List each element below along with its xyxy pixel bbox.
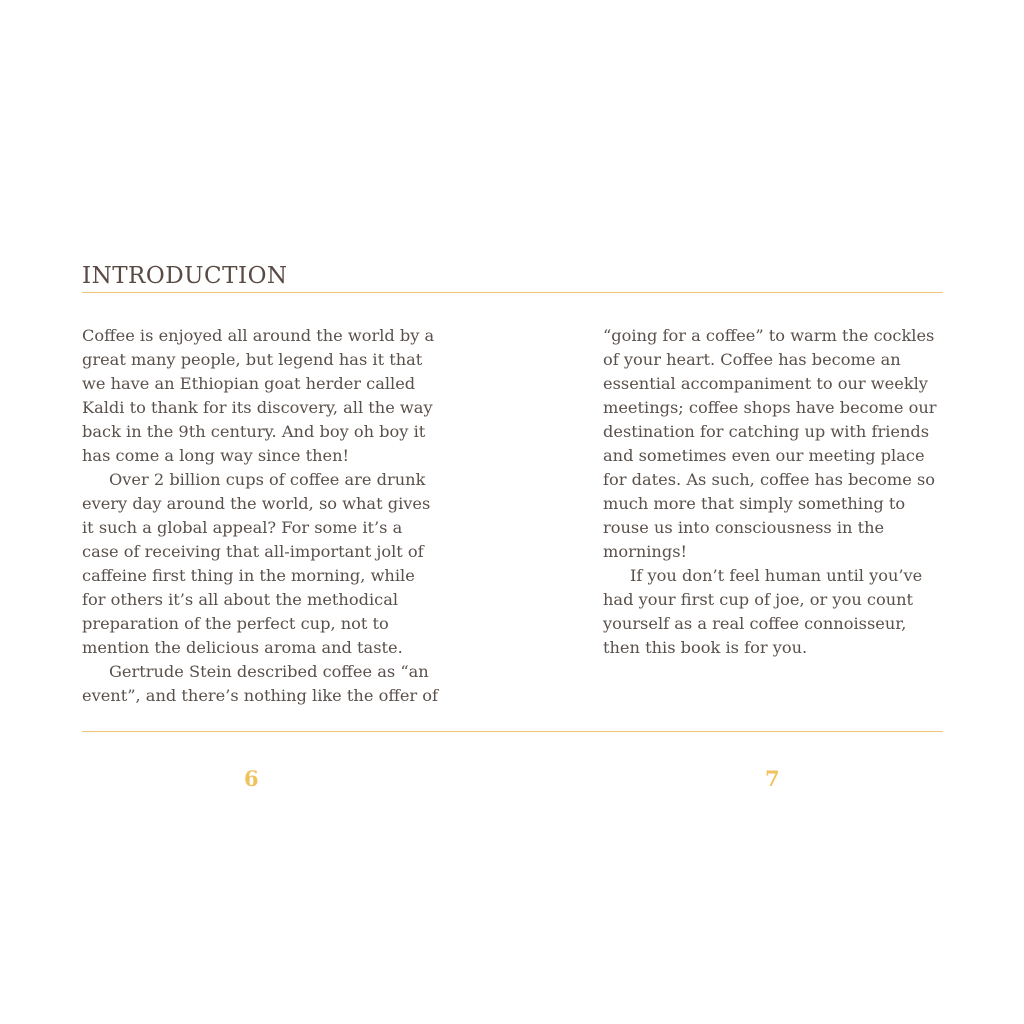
text-line: event”, and there’s nothing like the offer of: [82, 686, 439, 705]
text-line: yourself as a real coffee connoisseur,: [603, 614, 907, 633]
text-line: If you don’t feel human until you’ve: [630, 566, 923, 585]
text-line: has come a long way since then!: [82, 446, 350, 465]
text-line: had your first cup of joe, or you count: [603, 590, 914, 609]
text-line: Gertrude Stein described coffee as “an: [109, 662, 429, 681]
text-line: for others it’s all about the methodical: [82, 590, 399, 609]
text-line: rouse us into consciousness in the: [603, 518, 885, 537]
text-line: of your heart. Coffee has become an: [603, 350, 901, 369]
text-line: every day around the world, so what gives: [82, 494, 431, 513]
left-page-text: [82, 324, 439, 708]
text-line: Kaldi to thank for its discovery, all the way: [82, 398, 433, 417]
text-line: Over 2 billion cups of coffee are drunk: [109, 470, 426, 489]
text-line: then this book is for you.: [603, 638, 808, 657]
text-line: for dates. As such, coffee has become so: [603, 470, 936, 489]
text-line: “going for a coffee” to warm the cockles: [603, 326, 935, 345]
text-line: preparation of the perfect cup, not to: [82, 614, 389, 633]
chapter-heading: INTRODUCTION: [82, 263, 288, 289]
page-number-left: 6: [244, 766, 259, 791]
footer-rule: [82, 731, 943, 732]
text-line: meetings; coffee shops have become our: [603, 398, 937, 417]
page-number-right: 7: [765, 766, 780, 791]
text-line: mornings!: [603, 542, 688, 561]
text-line: and sometimes even our meeting place: [603, 446, 925, 465]
text-line: mention the delicious aroma and taste.: [82, 638, 403, 657]
text-line: caffeine first thing in the morning, while: [82, 566, 415, 585]
text-line: case of receiving that all-important jolt of: [82, 542, 424, 561]
text-line: destination for catching up with friends: [603, 422, 930, 441]
text-line: essential accompaniment to our weekly: [603, 374, 928, 393]
text-line: much more that simply something to: [603, 494, 906, 513]
text-line: Coffee is enjoyed all around the world by a: [82, 326, 435, 345]
text-line: it such a global appeal? For some it’s a: [82, 518, 403, 537]
right-page-text: [603, 324, 948, 660]
text-line: back in the 9th century. And boy oh boy it: [82, 422, 426, 441]
text-line: great many people, but legend has it that: [82, 350, 423, 369]
heading-rule: [82, 292, 943, 293]
text-line: we have an Ethiopian goat herder called: [82, 374, 416, 393]
